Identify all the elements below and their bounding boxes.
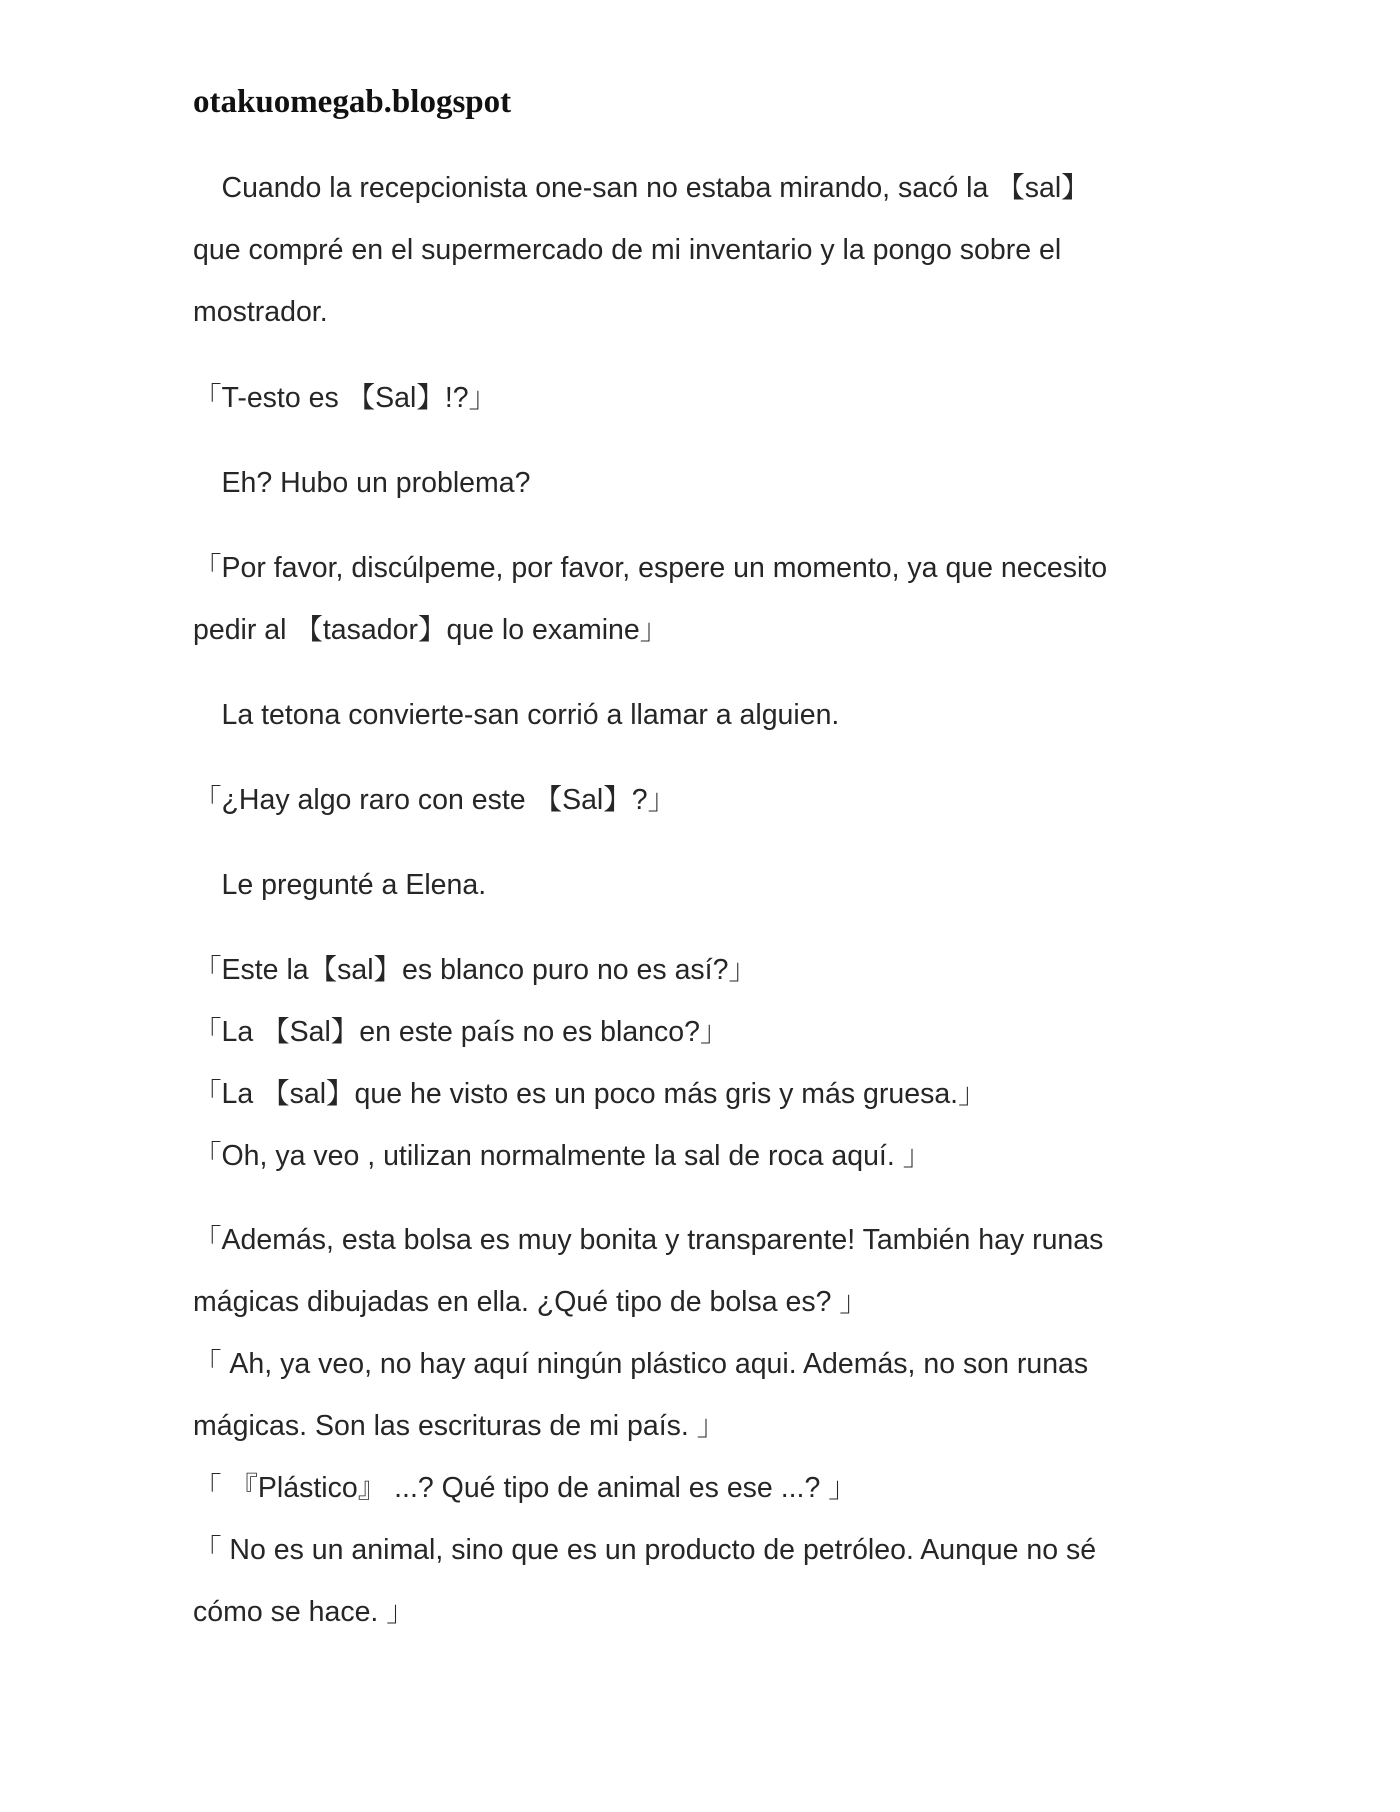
text-line: 「Este la【sal】es blanco puro no es así?」 (193, 954, 757, 986)
text-line: 「La 【sal】que he visto es un poco más gris y más gruesa.」 (193, 1078, 987, 1110)
paragraph-1 (193, 157, 1203, 343)
text-line: 「La 【Sal】en este país no es blanco?」 (193, 1016, 729, 1048)
text-line: 「 No es un animal, sino que es un producto de petróleo. Aunque no sé (193, 1534, 1097, 1566)
paragraph-5 (193, 684, 1203, 746)
text-line: mágicas dibujadas en ella. ¿Qué tipo de bolsa es? 」 (193, 1286, 868, 1318)
text-line: 「Oh, ya veo , utilizan normalmente la sal de roca aquí. 」 (193, 1140, 932, 1172)
text-line: Le pregunté a Elena. (193, 869, 487, 901)
paragraph-8 (193, 939, 1203, 1187)
text-line: 「¿Hay algo raro con este 【Sal】?」 (193, 784, 677, 816)
paragraph-2 (193, 367, 1203, 429)
site-title: otakuomegab.blogspot (193, 84, 512, 120)
text-line: mostrador. (193, 296, 328, 328)
text-line: Cuando la recepcionista one-san no estaba mirando, sacó la 【sal】 (193, 172, 1090, 204)
text-line: mágicas. Son las escrituras de mi país. 」 (193, 1410, 726, 1442)
text-line: 「 『Plástico』 ...? Qué tipo de animal es ese ...? 」 (193, 1472, 857, 1504)
paragraph-7 (193, 854, 1203, 916)
text-line: pedir al 【tasador】que lo examine」 (193, 614, 669, 646)
paragraph-9 (193, 1209, 1203, 1643)
text-line: 「 Ah, ya veo, no hay aquí ningún plástico aqui. Además, no son runas (193, 1348, 1089, 1380)
text-line: 「Además, esta bolsa es muy bonita y transparente! También hay runas (193, 1224, 1104, 1256)
paragraph-3 (193, 452, 1203, 514)
text-line: 「T-esto es 【Sal】!?」 (193, 382, 498, 414)
text-line: cómo se hace. 」 (193, 1596, 415, 1628)
text-line: Eh? Hubo un problema? (193, 467, 531, 499)
paragraph-4 (193, 537, 1203, 661)
text-line: que compré en el supermercado de mi inventario y la pongo sobre el (193, 234, 1062, 266)
text-line: La tetona convierte-san corrió a llamar a alguien. (193, 699, 840, 731)
text-line: 「Por favor, discúlpeme, por favor, espere un momento, ya que necesito (193, 552, 1108, 584)
paragraph-6 (193, 769, 1203, 831)
